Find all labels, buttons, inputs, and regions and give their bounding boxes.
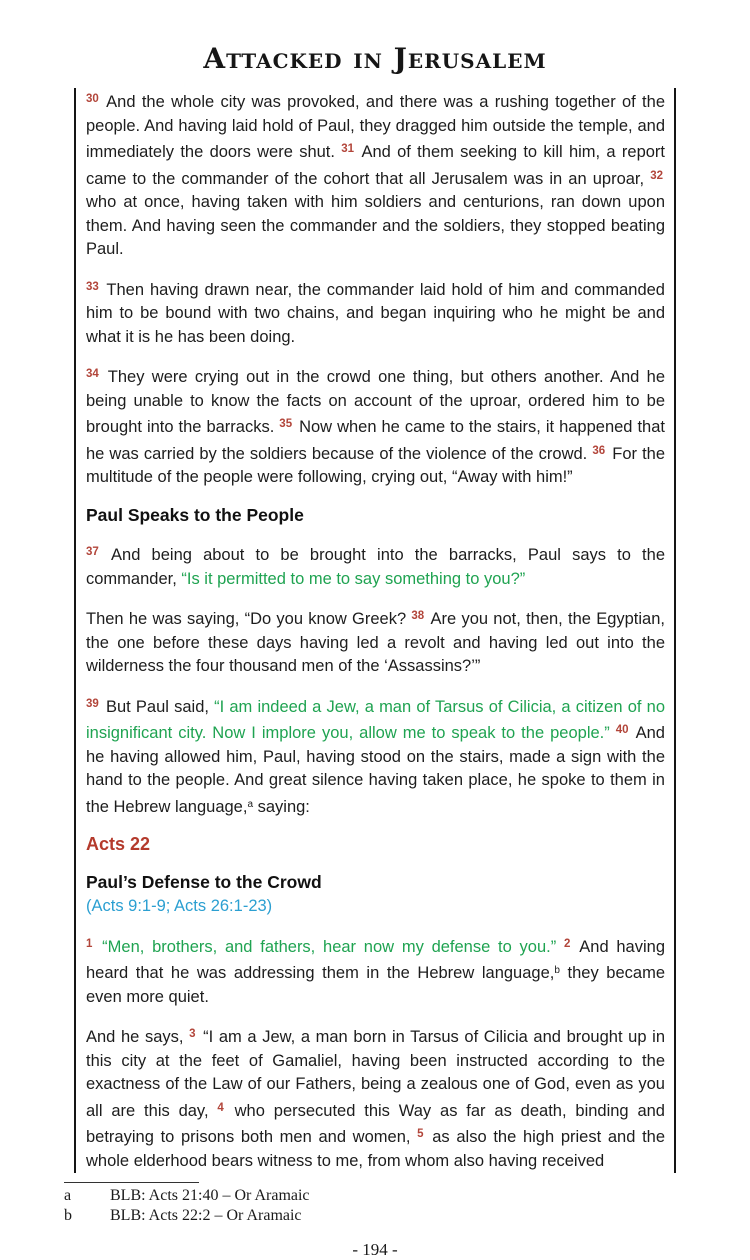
verse-number: 38 [411, 610, 425, 622]
verse-number: 40 [615, 724, 629, 736]
verse-number: 35 [279, 418, 293, 430]
speech-text: “Men, brothers, and fathers, hear now my defense to you.” [94, 937, 557, 956]
verse-paragraph [86, 605, 665, 679]
verse-number: 3 [189, 1028, 196, 1040]
body-text: And he having allowed him, Paul, having stood on the stairs, made a sign with the hand to the people. And great silence having taken place, he spoke to them in the Hebrew language, [86, 724, 665, 816]
section-heading: Paul’s Defense to the Crowd [86, 871, 322, 892]
footnote-ref: a [247, 798, 254, 810]
body-text: Are you not, then, the Egyptian, the one before these days having led a revolt and having led out into the wilderness the four thousand men of the ‘Assassins?’” [86, 610, 665, 675]
chapter-heading: Acts 22 [86, 834, 151, 854]
body-text [556, 938, 564, 956]
speech-text: “Is it permitted to me to say something to you?” [181, 569, 526, 588]
body-text: For the multitude of the people were following, crying out, “Away with him!” [86, 444, 666, 486]
scripture-text-block [74, 88, 676, 1173]
body-text: as also the high priest and the whole elderhood bears witness to me, from whom also having received [86, 1128, 666, 1170]
footnote-text: BLB: Acts 21:40 – Or Aramaic [110, 1187, 310, 1204]
footnote [64, 1186, 750, 1206]
verse-paragraph [86, 933, 665, 1010]
verse-number: 39 [86, 697, 99, 710]
body-text: And the whole city was provoked, and there was a rushing together of the people. And having laid hold of Paul, they dragged him outside the temple, and immediately the doors were shut. [86, 93, 665, 161]
verse-number: 5 [417, 1128, 424, 1140]
section-heading: Paul Speaks to the People [86, 504, 304, 525]
verse-paragraph [86, 276, 665, 350]
footnote-ref: b [554, 965, 560, 976]
footnotes [64, 1186, 750, 1225]
page-title: Attacked in Jerusalem [203, 42, 547, 75]
body-text: And being about to be brought into the barracks, Paul says to the commander, [86, 546, 665, 588]
page-number: - 194 - [352, 1240, 398, 1259]
body-text: Now when he came to the stairs, it happened that he was carried by the soldiers because of the violence of the crowd. [86, 418, 665, 463]
verse-number: 34 [86, 368, 99, 380]
body-text: who at once, having taken with him soldiers and centurions, ran down upon them. And having seen the commander and the soldiers, they stopped beating Paul. [86, 193, 665, 258]
verse-number: 2 [564, 937, 571, 950]
body-text: And of them seeking to kill him, a report came to the commander of the cohort that all Jerusalem was in an uproar, [86, 143, 665, 188]
verse-paragraph [86, 88, 665, 262]
speech-text: “I am indeed a Jew, a man of Tarsus of Cilicia, a citizen of no insignificant city. Now I implore you, allow me to speak to the people.” [86, 697, 665, 742]
body-text [610, 724, 616, 742]
footnote [64, 1206, 750, 1226]
footnote-separator [64, 1182, 199, 1183]
scripture-content [86, 88, 665, 1173]
bible-page [0, 42, 750, 1259]
verse-paragraph [86, 1023, 665, 1173]
footnote-letter: a [64, 1187, 72, 1204]
body-text: And having heard that he was addressing them in the Hebrew language, [86, 937, 665, 982]
verse-number: 33 [86, 280, 99, 293]
body-text: they became even more quiet. [86, 964, 665, 1006]
body-text: But Paul said, [100, 697, 215, 716]
verse-number: 32 [650, 169, 663, 182]
body-text: Then having drawn near, the commander laid hold of him and commanded him to be bound with two chains, and began inquiring who he might be and what it is he has been doing. [86, 280, 665, 346]
body-text: who persecuted this Way as far as death, binding and betraying to prisons both men and women, [86, 1101, 665, 1146]
verse-paragraph [86, 541, 665, 591]
verse-number: 31 [341, 143, 355, 155]
body-text: They were crying out in the crowd one thing, but others another. And he being unable to know the facts on account of the uproar, ordered him to be brought into the barracks. [86, 368, 665, 436]
verse-number: 1 [86, 937, 93, 950]
verse-number: 36 [592, 444, 606, 457]
body-text: saying: [253, 797, 310, 816]
footnote-letter: b [64, 1206, 72, 1224]
body-text: Then he was saying, “Do you know Greek? [86, 610, 412, 628]
cross-reference: (Acts 9:1-9; Acts 26:1-23) [86, 897, 273, 915]
verse-number: 30 [86, 93, 99, 105]
verse-paragraph [86, 363, 665, 490]
body-text: “I am a Jew, a man born in Tarsus of Cilicia and brought up in this city at the feet of Gamaliel, having been instructed according to the exactness of the Law of our Fathers, being a zealous one of God, even as you all are this day, [86, 1028, 665, 1120]
verse-paragraph [86, 693, 665, 820]
verse-number: 4 [217, 1101, 224, 1114]
footnote-text: BLB: Acts 22:2 – Or Aramaic [110, 1206, 302, 1224]
verse-number: 37 [86, 546, 99, 558]
body-text: And he says, [86, 1028, 190, 1046]
